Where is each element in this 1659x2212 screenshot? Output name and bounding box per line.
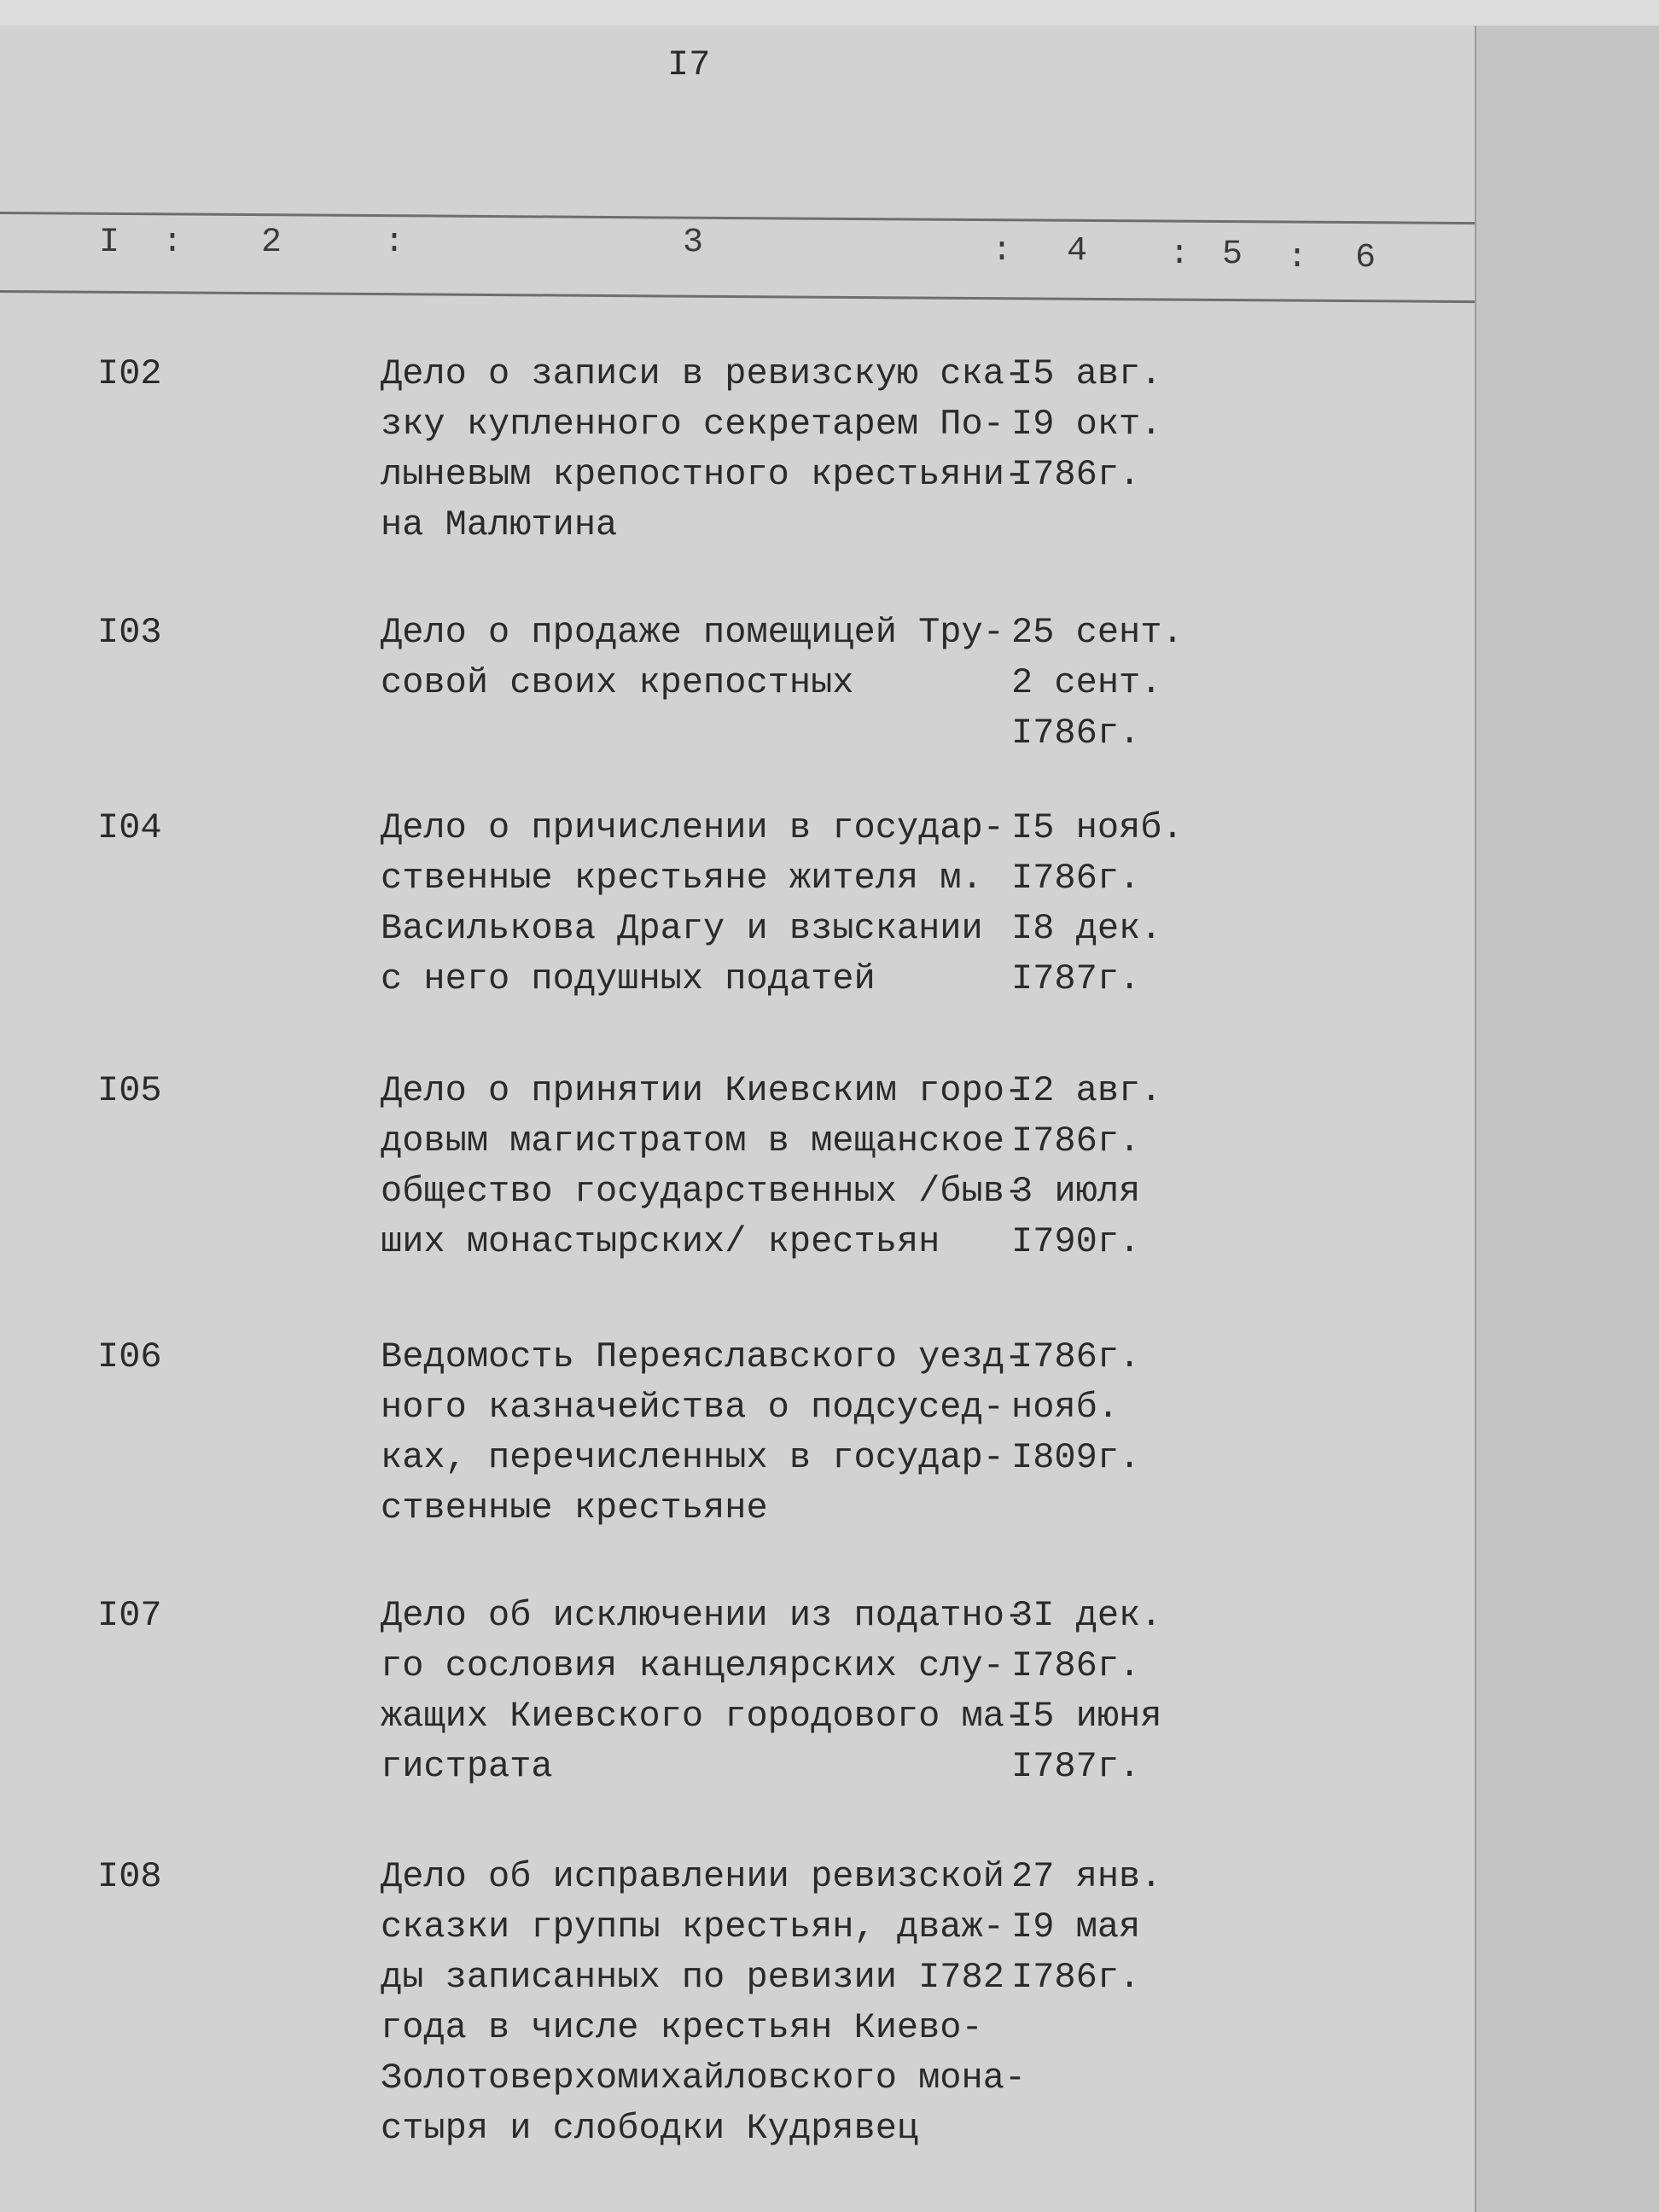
description-line: Ведомость Переяславского уезд-: [381, 1336, 1027, 1377]
column-separator: :: [1287, 239, 1308, 277]
date-line: I786г.: [1011, 1121, 1141, 1161]
date-line: 25 сент.: [1011, 612, 1184, 653]
entry-number: I04: [97, 807, 162, 848]
entry-description: [381, 803, 1004, 1004]
date-line: I2 авг.: [1011, 1070, 1162, 1111]
date-line: I5 авг.: [1011, 353, 1162, 394]
description-line: Дело о принятии Киевским горо-: [381, 1070, 1027, 1111]
entry-dates: [1011, 1066, 1161, 1267]
description-line: сказки группы крестьян, дваж-: [381, 1906, 1004, 1947]
entry-description: [381, 1591, 1026, 1792]
column-separator: :: [162, 224, 183, 262]
description-line: Василькова Драгу и взыскании: [381, 908, 983, 949]
date-line: I8 дек.: [1011, 908, 1162, 949]
date-line: I790г.: [1011, 1221, 1141, 1262]
entry-dates: [1011, 1852, 1161, 2003]
entry-dates: [1011, 1591, 1161, 1792]
entry-description: [381, 608, 1004, 708]
description-line: гистрата: [381, 1746, 553, 1787]
description-line: Золотоверхомихайловского мона-: [381, 2058, 1027, 2098]
description-line: Дело о продаже помещицей Тру-: [381, 612, 1004, 653]
date-line: I786г.: [1011, 1957, 1141, 1998]
entry-description: [381, 1066, 1026, 1267]
description-line: ного казначейства о подсусед-: [381, 1387, 1004, 1428]
entry-dates: [1011, 349, 1161, 500]
date-line: I5 июня: [1011, 1696, 1162, 1737]
description-line: Дело о записи в ревизскую ска-: [381, 353, 1027, 394]
date-line: I786г.: [1011, 1645, 1141, 1686]
date-line: I787г.: [1011, 1746, 1141, 1787]
description-line: лыневым крепостного крестьяни-: [381, 454, 1027, 495]
date-line: 2 сент.: [1011, 662, 1162, 703]
date-line: I786г.: [1011, 454, 1141, 495]
column-header-4: 4: [1067, 232, 1088, 271]
description-line: ственные крестьяне жителя м.: [381, 858, 983, 899]
date-line: нояб.: [1011, 1387, 1120, 1428]
column-header-3: 3: [683, 224, 704, 262]
column-header-5: 5: [1222, 236, 1243, 274]
date-line: I809г.: [1011, 1437, 1141, 1478]
entry-number: I06: [97, 1336, 162, 1377]
description-line: ших монастырских/ крестьян: [381, 1221, 940, 1262]
entry-number: I05: [97, 1070, 162, 1111]
description-line: довым магистратом в мещанское: [381, 1121, 1004, 1161]
column-header-6: 6: [1355, 239, 1377, 277]
entry-description: [381, 349, 1026, 550]
page-number: I7: [667, 44, 711, 85]
column-separator: :: [384, 224, 405, 262]
entry-description: [381, 1852, 1026, 2154]
description-line: го сословия канцелярских слу-: [381, 1645, 1004, 1686]
entry-dates: [1011, 803, 1184, 1004]
description-line: общество государственных /быв-: [381, 1171, 1027, 1212]
date-line: I786г.: [1011, 858, 1141, 899]
entry-description: [381, 1332, 1026, 1534]
description-line: Дело об исключении из податно-: [381, 1595, 1027, 1636]
paper-top-edge: [0, 0, 1659, 26]
date-line: 3I дек.: [1011, 1595, 1162, 1636]
description-line: года в числе крестьян Киево-: [381, 2007, 983, 2048]
description-line: ственные крестьяне: [381, 1487, 768, 1528]
column-separator: :: [1169, 236, 1190, 274]
description-line: Дело о причислении в государ-: [381, 807, 1004, 848]
date-line: 3 июля: [1011, 1171, 1141, 1212]
entry-number: I07: [97, 1595, 162, 1636]
description-line: жащих Киевского городового ма-: [381, 1696, 1027, 1737]
date-line: 27 янв.: [1011, 1856, 1162, 1897]
date-line: I9 мая: [1011, 1906, 1141, 1947]
date-line: I5 нояб.: [1011, 807, 1184, 848]
description-line: на Малютина: [381, 504, 618, 545]
entry-number: I03: [97, 612, 162, 653]
entry-number: I02: [97, 353, 162, 394]
entry-number: I08: [97, 1856, 162, 1897]
date-line: I786г.: [1011, 713, 1141, 754]
entry-dates: [1011, 608, 1184, 759]
description-line: зку купленного секретарем По-: [381, 404, 1004, 445]
description-line: Дело об исправлении ревизской: [381, 1856, 1004, 1897]
entry-dates: [1011, 1332, 1140, 1483]
column-header-2: 2: [261, 224, 282, 262]
description-line: с него подушных податей: [381, 958, 876, 999]
column-separator: :: [992, 232, 1013, 271]
date-line: I787г.: [1011, 958, 1141, 999]
date-line: I786г.: [1011, 1336, 1141, 1377]
description-line: ках, перечисленных в государ-: [381, 1437, 1004, 1478]
date-line: I9 окт.: [1011, 404, 1162, 445]
description-line: стыря и слободки Кудрявец: [381, 2108, 919, 2149]
column-header-1: I: [99, 224, 120, 262]
description-line: ды записанных по ревизии I782: [381, 1957, 1004, 1998]
description-line: совой своих крепостных: [381, 662, 854, 703]
